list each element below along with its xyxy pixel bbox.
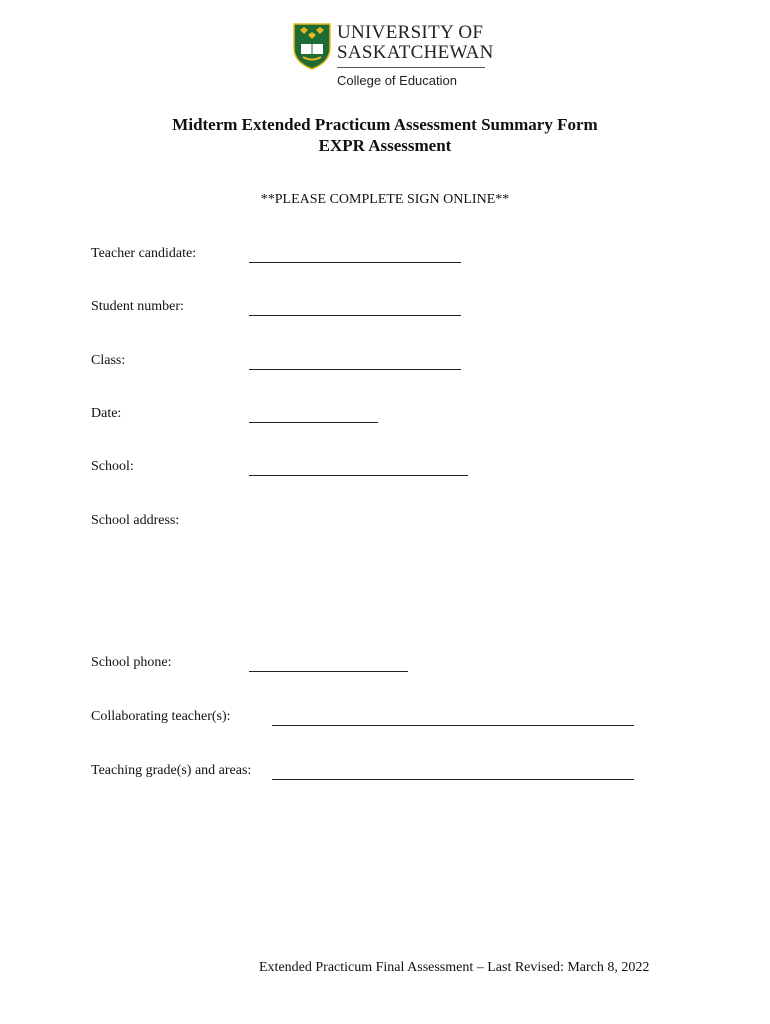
collaborating-teachers-label: Collaborating teacher(s): (91, 709, 231, 724)
university-crest-icon (292, 22, 332, 70)
collaborating-teachers-line[interactable] (272, 725, 634, 726)
school-phone-label: School phone: (91, 655, 172, 670)
sign-online-notice: **PLEASE COMPLETE SIGN ONLINE** (260, 192, 510, 207)
university-logo (292, 20, 492, 92)
university-name-line1: UNIVERSITY OF (337, 22, 484, 43)
college-name: College of Education (337, 73, 457, 88)
student-number-line[interactable] (249, 315, 461, 316)
teaching-grades-line[interactable] (272, 779, 634, 780)
date-label: Date: (91, 406, 122, 421)
date-line[interactable] (249, 422, 378, 423)
form-subtitle: EXPR Assessment (318, 136, 452, 155)
school-address-label: School address: (91, 513, 180, 528)
teacher-candidate-label: Teacher candidate: (91, 246, 197, 261)
logo-divider (337, 67, 485, 68)
footer-revision-note: Extended Practicum Final Assessment – Last Revised: March 8, 2022 (259, 960, 650, 975)
teacher-candidate-line[interactable] (249, 262, 461, 263)
student-number-label: Student number: (91, 299, 184, 314)
university-name-line2: SASKATCHEWAN (337, 42, 494, 63)
class-line[interactable] (249, 369, 461, 370)
school-label: School: (91, 459, 134, 474)
school-phone-line[interactable] (249, 671, 408, 672)
school-line[interactable] (249, 475, 468, 476)
class-label: Class: (91, 353, 126, 368)
teaching-grades-label: Teaching grade(s) and areas: (91, 763, 252, 778)
form-title: Midterm Extended Practicum Assessment Summary Form (172, 115, 598, 134)
